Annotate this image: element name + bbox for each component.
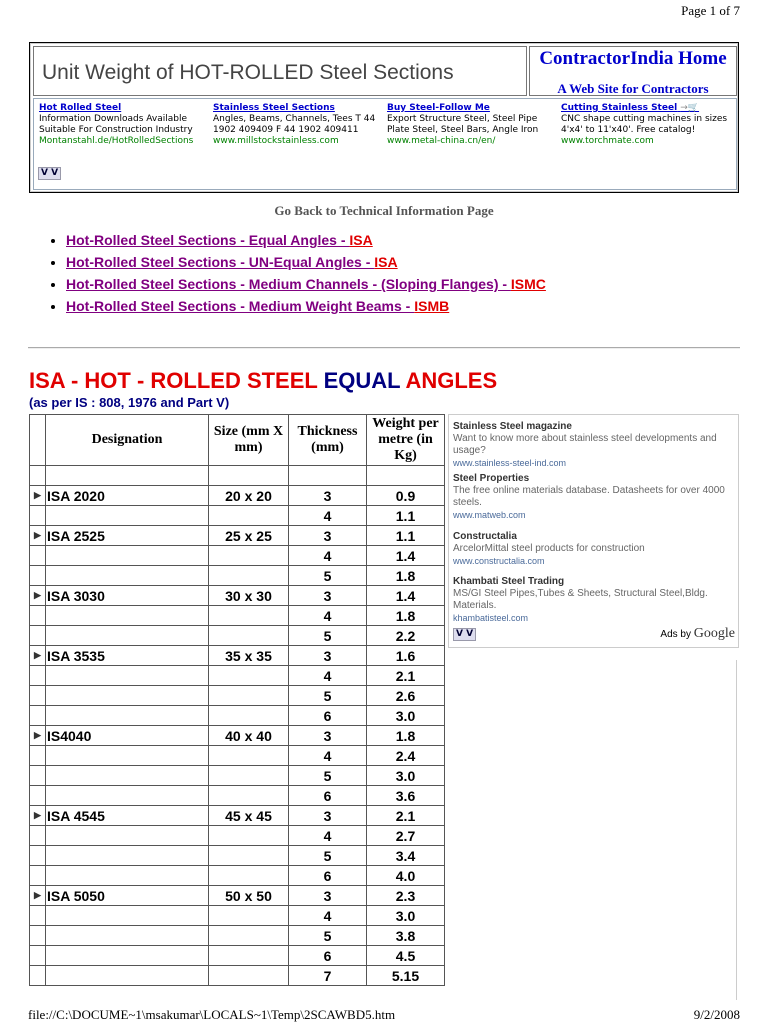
- cell-weight: 1.1: [367, 526, 445, 546]
- cell-size: [209, 626, 289, 646]
- gad-khambati[interactable]: [453, 576, 733, 624]
- cell-size: [209, 766, 289, 786]
- table-row: [30, 526, 445, 546]
- cell-size: 20 x 20: [209, 486, 289, 506]
- footer-path: file://C:\DOCUME~1\msakumar\LOCALS~1\Temp\2SCAWBD5.htm: [28, 1007, 396, 1022]
- link-unequal-angles[interactable]: [66, 254, 546, 276]
- row-arrow-cell: [30, 506, 46, 526]
- table-row: [30, 726, 445, 746]
- table-row: [30, 846, 445, 866]
- header-arrow: [30, 415, 46, 466]
- cell-weight: 3.6: [367, 786, 445, 806]
- table-row: [30, 626, 445, 646]
- ad-title[interactable]: Buy Steel-Follow Me: [387, 103, 490, 113]
- ad-title-text[interactable]: Cutting Stainless Steel: [561, 103, 678, 113]
- gad-constructalia[interactable]: [453, 531, 733, 567]
- ad-url[interactable]: www.metal-china.cn/en/: [387, 136, 496, 146]
- link-label[interactable]: Hot-Rolled Steel Sections - Equal Angles -: [66, 232, 350, 248]
- cell-size: 50 x 50: [209, 886, 289, 906]
- table-row: [30, 806, 445, 826]
- section-title-part3: ANGLES: [400, 368, 498, 393]
- row-arrow-cell: [30, 926, 46, 946]
- gad-text: Want to know more about stainless steel developments and usage?: [453, 433, 717, 456]
- row-arrow-cell: [30, 666, 46, 686]
- row-arrow-cell: [30, 606, 46, 626]
- ad-text: Export Structure Steel, Steel Pipe Plate Steel, Steel Bars, Angle Iron: [387, 114, 539, 135]
- table-row: [30, 546, 445, 566]
- row-arrow-icon[interactable]: ▶: [30, 886, 46, 906]
- ad-title[interactable]: [561, 103, 733, 114]
- ads-by-label: Ads by: [660, 629, 694, 640]
- cell-size: [209, 906, 289, 926]
- row-arrow-cell: [30, 766, 46, 786]
- cell-thickness: 3: [289, 586, 367, 606]
- google-ads-box: [448, 414, 739, 648]
- cell-designation: [46, 786, 209, 806]
- cell-weight: 2.7: [367, 826, 445, 846]
- cell-designation: ISA 2020: [46, 486, 209, 506]
- cell-size: [209, 786, 289, 806]
- cell-designation: [46, 686, 209, 706]
- table-row: [30, 786, 445, 806]
- table-row: [30, 866, 445, 886]
- cell-designation: [46, 666, 209, 686]
- cell-designation: [46, 826, 209, 846]
- cell-size: [209, 826, 289, 846]
- ad-url[interactable]: www.millstockstainless.com: [213, 136, 339, 146]
- row-arrow-cell: [30, 626, 46, 646]
- cell-thickness: 6: [289, 946, 367, 966]
- cell-thickness: 4: [289, 906, 367, 926]
- cell-thickness: 6: [289, 866, 367, 886]
- ad-text: Angles, Beams, Channels, Tees T 44 1902 409409 F 44 1902 409411: [213, 114, 376, 135]
- link-abbr[interactable]: ISA: [349, 232, 373, 248]
- gad-steel-properties[interactable]: [453, 473, 733, 521]
- cell-weight: 3.8: [367, 926, 445, 946]
- brand-cell: [529, 46, 737, 96]
- row-arrow-cell: [30, 786, 46, 806]
- table-row: [30, 606, 445, 626]
- gad-title[interactable]: Khambati Steel Trading: [453, 576, 565, 587]
- gad-text: ArcelorMittal steel products for construction: [453, 543, 645, 554]
- cell-weight: 4.5: [367, 946, 445, 966]
- section-subtitle: (as per IS : 808, 1976 and Part V): [29, 395, 230, 410]
- cell-size: [209, 566, 289, 586]
- table-row: [30, 886, 445, 906]
- table-row: [30, 706, 445, 726]
- row-arrow-cell: [30, 826, 46, 846]
- cell-thickness: 3: [289, 726, 367, 746]
- ads-by-google[interactable]: [660, 626, 735, 642]
- cell-designation: ISA 2525: [46, 526, 209, 546]
- cart-icon: →🛒: [680, 103, 700, 113]
- gad-title[interactable]: Stainless Steel magazine: [453, 421, 572, 432]
- table-row: [30, 746, 445, 766]
- cell-designation: [46, 846, 209, 866]
- cell-designation: [46, 906, 209, 926]
- section-links: [32, 232, 546, 320]
- cell-designation: [46, 706, 209, 726]
- cell-weight: 3.0: [367, 706, 445, 726]
- cell-thickness: 3: [289, 886, 367, 906]
- header-thickness: Thickness (mm): [289, 415, 367, 466]
- go-back-link[interactable]: Go Back to Technical Information Page: [274, 203, 494, 218]
- cell-weight: 3.0: [367, 766, 445, 786]
- row-arrow-cell: [30, 546, 46, 566]
- row-arrow-cell: [30, 746, 46, 766]
- table-row: [30, 566, 445, 586]
- table-row: [30, 766, 445, 786]
- table-row: [30, 826, 445, 846]
- cell-designation: [46, 946, 209, 966]
- cell-thickness: 4: [289, 746, 367, 766]
- cell-size: [209, 706, 289, 726]
- gad-stainless-magazine[interactable]: [453, 421, 733, 469]
- cell-designation: [46, 566, 209, 586]
- gad-url[interactable]: khambatisteel.com: [453, 613, 529, 623]
- cell-designation: [46, 866, 209, 886]
- cell-designation: [46, 966, 209, 986]
- angles-table: [29, 414, 445, 986]
- header-size: Size (mm X mm): [209, 415, 289, 466]
- cell-designation: ISA 4545: [46, 806, 209, 826]
- cell-size: [209, 946, 289, 966]
- gad-nav-button[interactable]: V V: [453, 628, 476, 641]
- row-arrow-cell: [30, 566, 46, 586]
- table-row: [30, 586, 445, 606]
- cell-thickness: 3: [289, 526, 367, 546]
- ad-url[interactable]: Montanstahl.de/HotRolledSections: [39, 136, 194, 146]
- cell-size: [209, 506, 289, 526]
- cell-thickness: [289, 466, 367, 486]
- cell-size: [209, 746, 289, 766]
- table-body: [30, 466, 445, 986]
- cell-weight: 1.8: [367, 566, 445, 586]
- cell-weight: 5.15: [367, 966, 445, 986]
- header-designation: Designation: [46, 415, 209, 466]
- ad-url[interactable]: www.torchmate.com: [561, 136, 654, 146]
- cell-thickness: 5: [289, 686, 367, 706]
- cell-size: 30 x 30: [209, 586, 289, 606]
- ad-text: Information Downloads Available Suitable For Construction Industry: [39, 114, 193, 135]
- ad-buy-steel[interactable]: [387, 103, 559, 147]
- cell-weight: 0.9: [367, 486, 445, 506]
- cell-thickness: 7: [289, 966, 367, 986]
- cell-weight: 3.4: [367, 846, 445, 866]
- cell-thickness: 3: [289, 646, 367, 666]
- brand-tagline: A Web Site for Contractors: [557, 81, 709, 96]
- cell-designation: [46, 546, 209, 566]
- cell-thickness: 5: [289, 566, 367, 586]
- cell-thickness: 3: [289, 806, 367, 826]
- cell-thickness: 3: [289, 486, 367, 506]
- table-row: [30, 906, 445, 926]
- cell-thickness: 4: [289, 506, 367, 526]
- cell-thickness: 5: [289, 926, 367, 946]
- cell-size: [209, 546, 289, 566]
- cell-thickness: 5: [289, 766, 367, 786]
- link-medium-beams[interactable]: [66, 298, 546, 320]
- row-arrow-cell: [30, 966, 46, 986]
- right-rule: [736, 660, 737, 1000]
- cell-thickness: 4: [289, 546, 367, 566]
- cell-weight: 2.6: [367, 686, 445, 706]
- section-title-part1: ISA - HOT - ROLLED STEEL: [29, 368, 324, 393]
- ad-hot-rolled-steel[interactable]: [39, 103, 211, 147]
- row-arrow-icon[interactable]: ▶: [30, 806, 46, 826]
- cell-thickness: 5: [289, 626, 367, 646]
- cell-weight: 1.6: [367, 646, 445, 666]
- cell-size: [209, 866, 289, 886]
- section-title-part2: EQUAL: [323, 368, 401, 393]
- row-arrow-cell: [30, 946, 46, 966]
- ad-title[interactable]: Hot Rolled Steel: [39, 103, 122, 113]
- cell-thickness: 4: [289, 826, 367, 846]
- row-arrow-icon[interactable]: ▶: [30, 526, 46, 546]
- cell-size: [209, 846, 289, 866]
- cell-weight: 1.8: [367, 726, 445, 746]
- cell-size: [209, 466, 289, 486]
- gad-title[interactable]: Steel Properties: [453, 473, 530, 484]
- cell-thickness: 4: [289, 666, 367, 686]
- divider: [28, 347, 740, 349]
- cell-designation: [46, 506, 209, 526]
- cell-weight: 1.8: [367, 606, 445, 626]
- cell-thickness: 5: [289, 846, 367, 866]
- link-label[interactable]: Hot-Rolled Steel Sections - Medium Weight Beams -: [66, 298, 415, 314]
- table-row: [30, 506, 445, 526]
- row-arrow-icon[interactable]: ▶: [30, 586, 46, 606]
- table-row: [30, 466, 445, 486]
- link-equal-angles[interactable]: [66, 232, 546, 254]
- cell-size: 25 x 25: [209, 526, 289, 546]
- ad-text: CNC shape cutting machines in sizes 4'x4' to 11'x40'. Free catalog!: [561, 114, 728, 135]
- cell-weight: 2.1: [367, 666, 445, 686]
- cell-designation: ISA 3030: [46, 586, 209, 606]
- gad-url[interactable]: www.stainless-steel-ind.com: [453, 458, 567, 468]
- header-box: [29, 42, 739, 193]
- ad-cutting-stainless[interactable]: [561, 103, 733, 147]
- gad-text: The free online materials database. Datasheets for over 4000 steels.: [453, 485, 725, 508]
- ad-title[interactable]: Stainless Steel Sections: [213, 103, 335, 113]
- cell-designation: [46, 606, 209, 626]
- table-row: [30, 966, 445, 986]
- section-title: [29, 368, 497, 394]
- row-arrow-cell: [30, 846, 46, 866]
- gad-url[interactable]: www.matweb.com: [453, 510, 526, 520]
- table-row: [30, 646, 445, 666]
- link-abbr[interactable]: ISA: [374, 254, 398, 270]
- cell-weight: 3.0: [367, 906, 445, 926]
- cell-weight: 2.3: [367, 886, 445, 906]
- cell-designation: ISA 3535: [46, 646, 209, 666]
- cell-size: [209, 606, 289, 626]
- footer-date: 9/2/2008: [693, 1007, 740, 1022]
- cell-designation: [46, 766, 209, 786]
- table-row: [30, 946, 445, 966]
- link-abbr[interactable]: ISMC: [510, 276, 546, 292]
- cell-weight: 1.1: [367, 506, 445, 526]
- table-header-row: [30, 415, 445, 466]
- page-title: Unit Weight of HOT-ROLLED Steel Sections: [42, 61, 454, 84]
- table-row: [30, 926, 445, 946]
- cell-designation: [46, 746, 209, 766]
- row-arrow-icon[interactable]: ▶: [30, 646, 46, 666]
- page-number: Page 1 of 7: [681, 3, 740, 18]
- cell-weight: 4.0: [367, 866, 445, 886]
- table-row: [30, 486, 445, 506]
- row-arrow-icon[interactable]: ▶: [30, 486, 46, 506]
- link-medium-channels[interactable]: [66, 276, 546, 298]
- cell-size: 45 x 45: [209, 806, 289, 826]
- row-arrow-icon[interactable]: ▶: [30, 726, 46, 746]
- cell-thickness: 6: [289, 706, 367, 726]
- cell-weight: 2.2: [367, 626, 445, 646]
- link-label[interactable]: Hot-Rolled Steel Sections - Medium Channels - (Sloping Flanges) -: [66, 276, 511, 292]
- contractorindia-home-link[interactable]: ContractorIndia Home: [539, 48, 727, 69]
- gad-title[interactable]: Constructalia: [453, 531, 517, 542]
- gad-text: MS/GI Steel Pipes,Tubes & Sheets, Structural Steel,Bldg. Materials.: [453, 588, 708, 611]
- google-logo: Google: [693, 626, 735, 641]
- cell-designation: [46, 466, 209, 486]
- cell-thickness: 4: [289, 606, 367, 626]
- table-row: [30, 686, 445, 706]
- row-arrow-cell: [30, 706, 46, 726]
- cell-designation: [46, 626, 209, 646]
- table-row: [30, 666, 445, 686]
- cell-weight: [367, 466, 445, 486]
- row-arrow-cell: [30, 686, 46, 706]
- link-abbr[interactable]: ISMB: [414, 298, 450, 314]
- cell-designation: ISA 5050: [46, 886, 209, 906]
- cell-size: [209, 686, 289, 706]
- row-arrow-cell: [30, 866, 46, 886]
- cell-thickness: 6: [289, 786, 367, 806]
- ad-nav-button[interactable]: V V: [38, 167, 61, 180]
- cell-weight: 1.4: [367, 546, 445, 566]
- cell-designation: IS4040: [46, 726, 209, 746]
- cell-designation: [46, 926, 209, 946]
- cell-weight: 2.1: [367, 806, 445, 826]
- ad-strip: [33, 98, 737, 190]
- cell-weight: 1.4: [367, 586, 445, 606]
- title-cell: [33, 46, 527, 96]
- cell-size: [209, 666, 289, 686]
- cell-size: 35 x 35: [209, 646, 289, 666]
- row-arrow-cell: [30, 906, 46, 926]
- link-label[interactable]: Hot-Rolled Steel Sections - UN-Equal Angles -: [66, 254, 375, 270]
- header-weight: Weight per metre (in Kg): [367, 415, 445, 466]
- cell-size: 40 x 40: [209, 726, 289, 746]
- cell-size: [209, 966, 289, 986]
- cell-weight: 2.4: [367, 746, 445, 766]
- gad-url[interactable]: www.constructalia.com: [453, 556, 545, 566]
- ad-stainless-sections[interactable]: [213, 103, 385, 147]
- row-arrow-cell: [30, 466, 46, 486]
- cell-size: [209, 926, 289, 946]
